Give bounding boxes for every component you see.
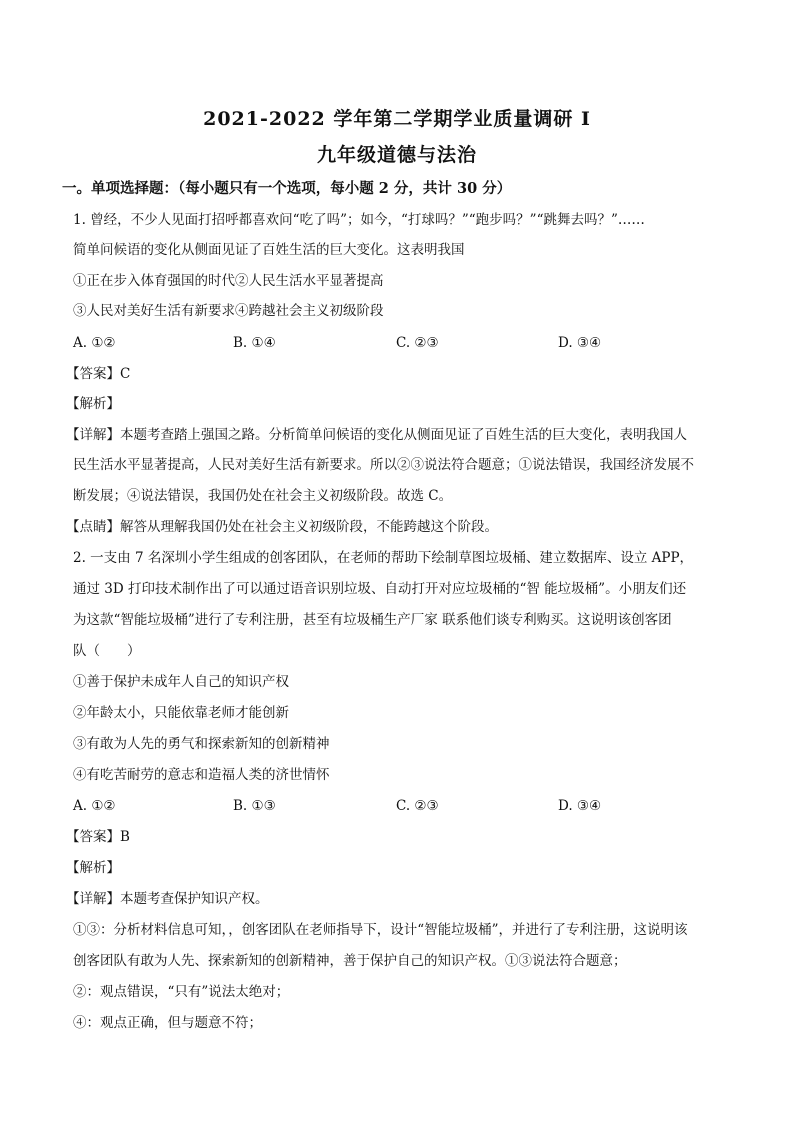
q2-item-3: ③有敢为人先的勇气和探索新知的创新精神 — [73, 736, 330, 752]
q1-answer: 【答案】C — [66, 366, 131, 382]
q2-option-a: A. ①② — [73, 798, 116, 814]
q2-option-c: C. ②③ — [396, 798, 439, 814]
q2-detail-line2: ①③：分析材料信息可知，，创客团队在老师指导下，设计“智能垃圾桶”，并进行了专利注册，这说明该 — [73, 922, 688, 938]
q1-stem-line1: 1. 曾经，不少人见面打招呼都喜欢问“吃了吗”；如今，“打球吗？”“跑步吗？”“跳舞去吗？”…… — [73, 212, 645, 228]
q1-item-line2: ③人民对美好生活有新要求④跨越社会主义初级阶段 — [73, 303, 384, 319]
q2-analysis-label: 【解析】 — [66, 860, 120, 876]
q1-option-a: A. ①② — [73, 335, 116, 351]
q2-stem-line1: 2. 一支由 7 名深圳小学生组成的创客团队，在老师的帮助下绘制草图垃圾桶、建立数据库、设立 APP， — [73, 550, 694, 566]
q2-item-1: ①善于保护未成年人自己的知识产权 — [73, 674, 289, 690]
section-heading: 一。单项选择题：（每小题只有一个选项，每小题 2 分，共计 30 分） — [62, 180, 512, 197]
q1-option-d: D. ③④ — [558, 335, 602, 351]
document-subtitle: 九年级道德与法治 — [316, 144, 477, 166]
document-title: 2021-2022 学年第二学期学业质量调研 Ⅰ — [203, 108, 591, 130]
q1-option-b: B. ①④ — [233, 335, 276, 351]
q2-detail-line1: 【详解】本题考查保护知识产权。 — [66, 891, 269, 907]
q2-stem-line2: 通过 3D 打印技术制作出了可以通过语音识别垃圾、自动打开对应垃圾桶的“智 能垃圾桶”。小朋友们还 — [73, 581, 687, 597]
q1-stem-line2: 简单问候语的变化从侧面见证了百姓生活的巨大变化。这表明我国 — [73, 242, 465, 258]
q1-item-line1: ①正在步入体育强国的时代②人民生活水平显著提高 — [73, 273, 384, 289]
q2-stem-line4: 队（ ） — [73, 643, 141, 659]
q2-stem-line3: 为这款“智能垃圾桶”进行了专利注册，甚至有垃圾桶生产厂家 联系他们谈专利购买。这说明该创客团 — [73, 612, 672, 628]
q1-analysis-label: 【解析】 — [66, 396, 120, 412]
q1-detail-line2: 民生活水平显著提高，人民对美好生活有新要求。所以②③说法符合题意；①说法错误，我国经济发展不 — [73, 457, 694, 473]
q2-item-4: ④有吃苦耐劳的意志和造福人类的济世情怀 — [73, 767, 330, 783]
q1-tip: 【点睛】解答从理解我国仍处在社会主义初级阶段，不能跨越这个阶段。 — [66, 519, 498, 535]
q1-detail-line1: 【详解】本题考查踏上强国之路。分析简单问候语的变化从侧面见证了百姓生活的巨大变化，表明我国人 — [66, 427, 687, 443]
q2-option-d: D. ③④ — [558, 798, 602, 814]
q2-option-b: B. ①③ — [233, 798, 276, 814]
q2-answer: 【答案】B — [66, 829, 130, 845]
q2-item-2: ②年龄太小，只能依靠老师才能创新 — [73, 705, 289, 721]
q1-option-c: C. ②③ — [396, 335, 439, 351]
q1-detail-line3: 断发展；④说法错误，我国仍处在社会主义初级阶段。故选 C。 — [73, 488, 453, 504]
q2-detail-line3: 创客团队有敢为人先、探索新知的创新精神，善于保护自己的知识产权。①③说法符合题意； — [73, 953, 627, 969]
q2-detail-line5: ④：观点正确，但与题意不符； — [73, 1015, 262, 1031]
q2-detail-line4: ②：观点错误，“只有”说法太绝对； — [73, 984, 290, 1000]
